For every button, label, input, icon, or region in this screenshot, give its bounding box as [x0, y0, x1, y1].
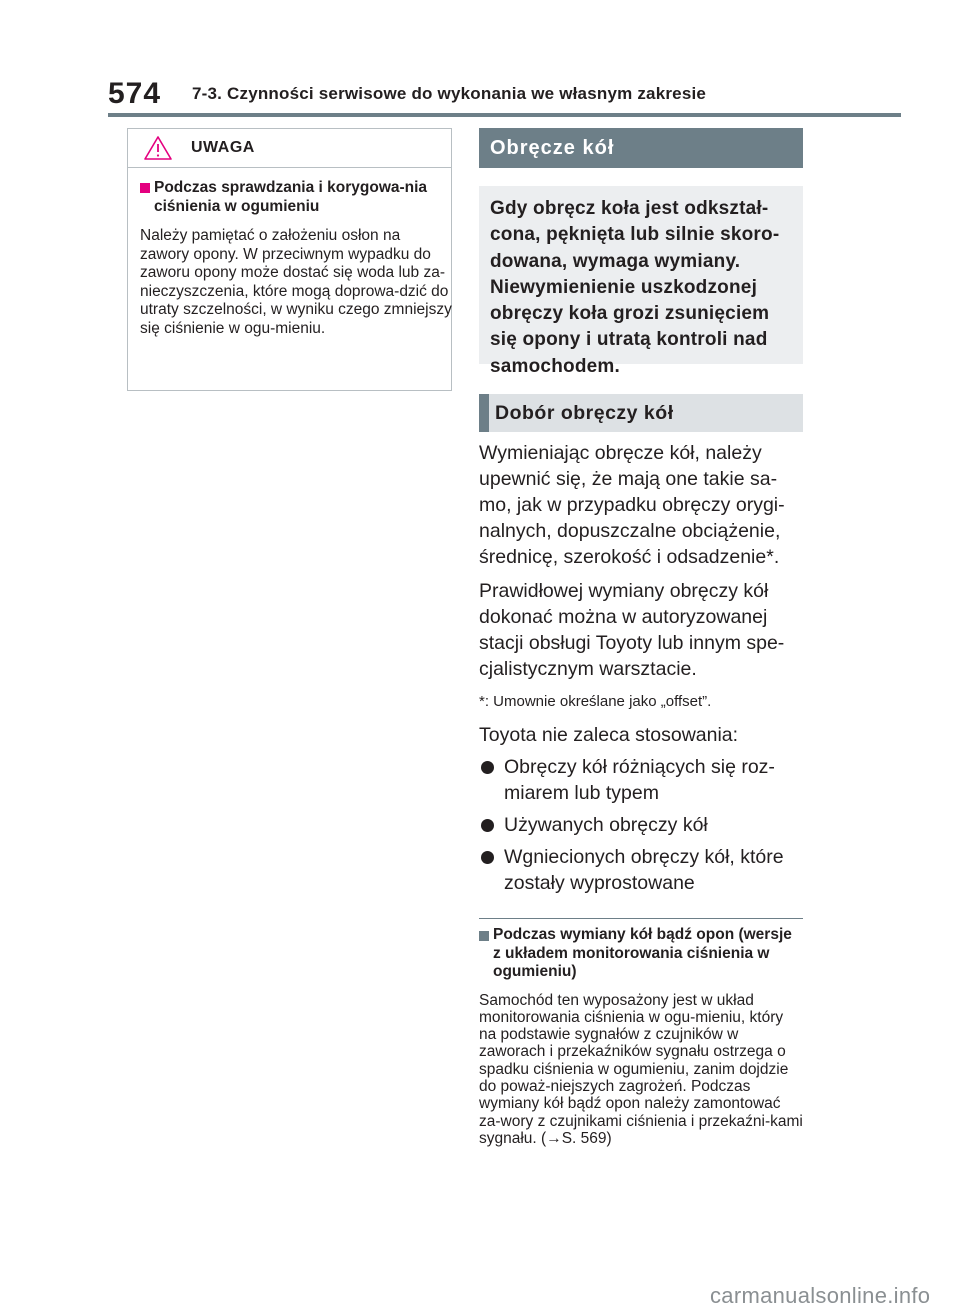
bullet-list — [479, 754, 803, 896]
caution-title: UWAGA — [191, 139, 255, 156]
tpms-subheading-text: Podczas wymiany kół bądź opon (wersje z układem monitorowania ciśnienia w ogumieniu) — [493, 926, 792, 980]
tpms-text: Samochód ten wyposażony jest w układ monitorowania ciśnienia w ogu-mieniu, który na podstawie sygnałów z czujników w zaworach i przekaźników sygnału ostrzega o spadku ciśnienia w ogumieniu, zanim dojdzie do poważ-niejszych zagrożeń. Podczas wymiany kół bądź opon należy zamontować za-wory z czujnikami ciśnienia i przekaźni-kami sygnału. (→S. 569) — [479, 991, 803, 1147]
footnote: *: Umownie określane jako „offset”. — [479, 693, 712, 710]
page-header — [108, 76, 706, 112]
caution-text: Należy pamiętać o założeniu osłon na zawory opony. W przeciwnym wypadku do zaworu opony może dostać się woda lub za-nieczyszczenia, które mogą doprowa-dzić do utraty szczelności, w wyniku czego zmniejszy się ciśnienie w ogu-mieniu. — [140, 227, 452, 337]
bullet-dot-icon — [481, 761, 494, 774]
paragraph-service: Prawidłowej wymiany obręczy kół dokonać można w autoryzowanej stacji obsługi Toyoty lub innym spe-cjalistycznym warsztacie. — [479, 580, 785, 680]
notice-box: Gdy obręcz koła jest odkształ-cona, pęknięta lub silnie skoro-dowana, wymaga wymiany. Niewymienienie uszkodzonej obręczy koła grozi zsunięciem się opony i utratą kontroli nad samochodem. — [479, 186, 803, 364]
paragraph-wheel-selection: Wymieniając obręcze kół, należy upewnić się, że mają one takie sa-mo, jak w przypadku obręczy orygi-nalnych, dopuszczalne obciążenie, średnicę, szerokość i odsadzenie*. — [479, 442, 785, 568]
header-rule — [108, 113, 901, 117]
list-item: Wgniecionych obręczy kół, które zostały wyprostowane — [479, 844, 803, 896]
bullet-dot-icon — [481, 819, 494, 832]
tpms-subheading — [479, 926, 803, 982]
square-bullet-icon — [479, 931, 489, 941]
caution-subheading-text: Podczas sprawdzania i korygowa-nia ciśnienia w ogumieniu — [154, 179, 428, 215]
chapter-title: 7-3. Czynności serwisowe do wykonania we własnym zakresie — [192, 84, 707, 103]
caution-header — [128, 129, 451, 168]
section-title: Dobór obręczy kół — [479, 394, 803, 432]
main-column — [479, 128, 803, 1147]
caution-body — [128, 168, 451, 338]
section-bar-title: Obręcze kół — [479, 128, 803, 168]
caution-subheading — [140, 178, 441, 216]
watermark: carmanualsonline.info — [710, 1283, 931, 1308]
square-bullet-icon — [140, 183, 150, 193]
caution-box — [127, 128, 452, 391]
recommend-intro: Toyota nie zaleca stosowania: — [479, 724, 739, 746]
page-number: 574 — [108, 77, 162, 110]
warning-triangle-icon — [143, 135, 173, 161]
divider — [479, 918, 803, 919]
list-item: Używanych obręczy kół — [479, 812, 803, 838]
list-item: Obręczy kół różniących się roz-miarem lub typem — [479, 754, 803, 806]
bullet-dot-icon — [481, 851, 494, 864]
